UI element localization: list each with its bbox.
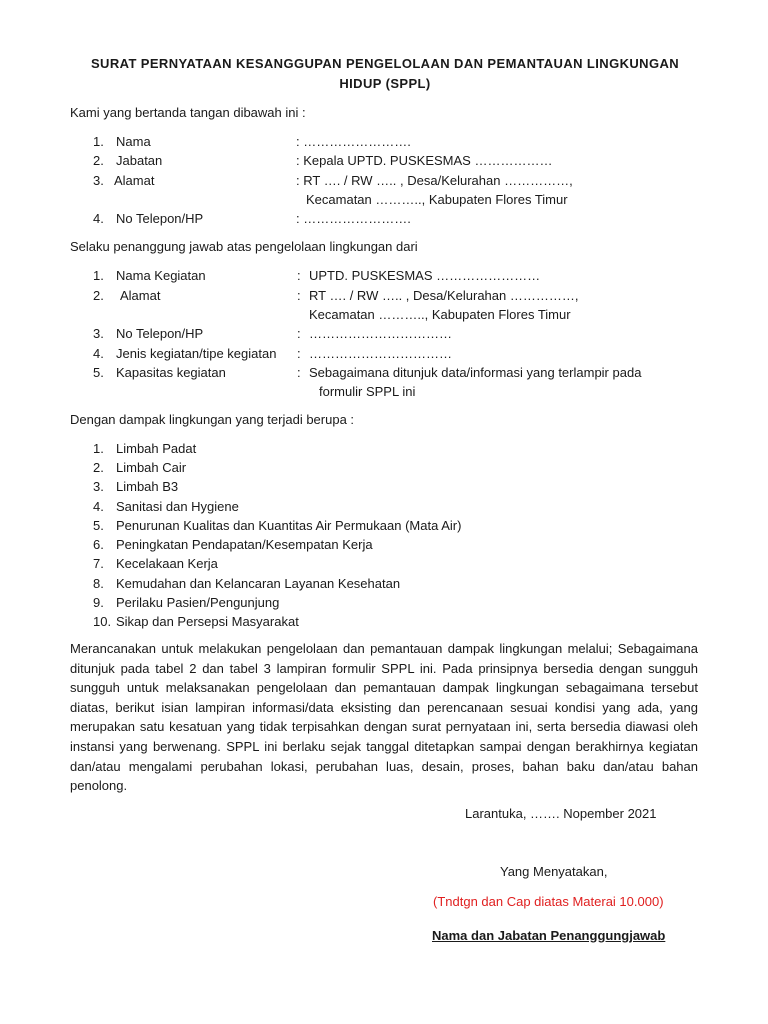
item-colon: : (297, 326, 301, 341)
item-value-continued: Kecamatan ……….., Kabupaten Flores Timur (309, 307, 571, 322)
item-label: Alamat (120, 288, 161, 303)
impact-item: Sikap dan Persepsi Masyarakat (116, 614, 299, 629)
item-number: 10. (93, 614, 112, 629)
item-number: 5. (93, 518, 104, 533)
title-line-1: SURAT PERNYATAAN KESANGGUPAN PENGELOLAAN DAN PEMANTAUAN LINGKUNGAN (90, 56, 680, 71)
impact-item: Kecelakaan Kerja (116, 556, 218, 571)
item-label: No Telepon/HP (116, 326, 204, 341)
item-colon: : (297, 346, 301, 361)
item-label: Alamat (114, 173, 155, 188)
item-number: 9. (93, 595, 104, 610)
impact-item: Limbah Cair (116, 460, 187, 475)
item-value-continued: formulir SPPL ini (319, 384, 416, 399)
item-number: 1. (93, 268, 104, 283)
closing-paragraph: Merancanakan untuk melakukan pengelolaan dan pemantauan dampak lingkungan melalui; Sebagaimana ditunjuk pada tabel 2 dan tabel 3 lampiran formulir SPPL ini. Pada prinsipnya bersedia dengan sungguh sungguh untuk melaksanakan pengelolaan dan pemantauan dampak lingkungan sebagaimana tersebut diatas, berikut isian lampiran informasi/data eksisting dan perencanaan sesuai kondisi yang ada, yang merupakan satu kesatuan yang tidak terpisahkan dengan surat pernyataan ini, serta bersedia diawasi oleh instansi yang berwenang. SPPL ini berlaku sejak tanggal ditetapkan sampai dengan berakhirnya kegiatan dan/atau mengalami perubahan lokasi, perubahan luas, desain, proses, bahan baku dan/atau bahan penolong. (70, 641, 698, 794)
item-number: 1. (93, 134, 104, 149)
item-number: 2. (93, 288, 104, 303)
item-label: Jenis kegiatan/tipe kegiatan (116, 346, 277, 361)
item-number: 8. (93, 576, 104, 591)
item-label: No Telepon/HP (116, 211, 204, 226)
item-colon: : (297, 288, 301, 303)
item-number: 3. (93, 479, 104, 494)
impact-intro: Dengan dampak lingkungan yang terjadi berupa : (70, 412, 355, 427)
item-number: 7. (93, 556, 104, 571)
place-date: Larantuka, ……. Nopember 2021 (465, 806, 657, 821)
item-number: 1. (93, 441, 104, 456)
intro-text: Kami yang bertanda tangan dibawah ini : (70, 105, 306, 120)
title-line-2: HIDUP (SPPL) (339, 76, 431, 91)
impact-item: Penurunan Kualitas dan Kuantitas Air Permukaan (Mata Air) (116, 518, 462, 533)
impact-item: Peningkatan Pendapatan/Kesempatan Kerja (116, 537, 373, 552)
item-number: 3. (93, 326, 104, 341)
item-label: Nama Kegiatan (116, 268, 206, 283)
impact-item: Perilaku Pasien/Pengunjung (116, 595, 280, 610)
item-number: 2. (93, 153, 104, 168)
signer-name-title: Nama dan Jabatan Penanggungjawab (432, 928, 666, 943)
item-value: RT …. / RW ….. , Desa/Kelurahan ……………, (309, 288, 579, 303)
signoff-text: Yang Menyatakan, (500, 864, 608, 879)
responsible-intro: Selaku penanggung jawab atas pengelolaan lingkungan dari (70, 239, 418, 254)
item-value: : Kepala UPTD. PUSKESMAS ……………… (296, 153, 553, 168)
stamp-note: (Tndtgn dan Cap diatas Materai 10.000) (433, 894, 664, 909)
item-number: 3. (93, 173, 104, 188)
impact-item: Limbah Padat (116, 441, 197, 456)
item-number: 4. (93, 499, 104, 514)
item-colon: : (297, 365, 301, 380)
item-value: …………………………… (309, 326, 452, 341)
item-label: Kapasitas kegiatan (116, 365, 226, 380)
item-value: …………………………… (309, 346, 452, 361)
item-number: 2. (93, 460, 104, 475)
item-number: 6. (93, 537, 104, 552)
item-number: 5. (93, 365, 104, 380)
item-value: : ……………………. (296, 211, 411, 226)
item-label: Nama (116, 134, 151, 149)
item-value: : ……………………. (296, 134, 411, 149)
item-colon: : (297, 268, 301, 283)
impact-item: Limbah B3 (116, 479, 179, 494)
item-value: : RT …. / RW ….. , Desa/Kelurahan ……………, (296, 173, 573, 188)
item-value-continued: Kecamatan ……….., Kabupaten Flores Timur (306, 192, 568, 207)
item-value: UPTD. PUSKESMAS …………………… (309, 268, 541, 283)
document-title (70, 54, 700, 94)
impact-item: Sanitasi dan Hygiene (116, 499, 239, 514)
item-number: 4. (93, 346, 104, 361)
impact-item: Kemudahan dan Kelancaran Layanan Kesehatan (116, 576, 401, 591)
item-value: Sebagaimana ditunjuk data/informasi yang terlampir pada (309, 365, 642, 380)
item-label: Jabatan (116, 153, 163, 168)
item-number: 4. (93, 211, 104, 226)
